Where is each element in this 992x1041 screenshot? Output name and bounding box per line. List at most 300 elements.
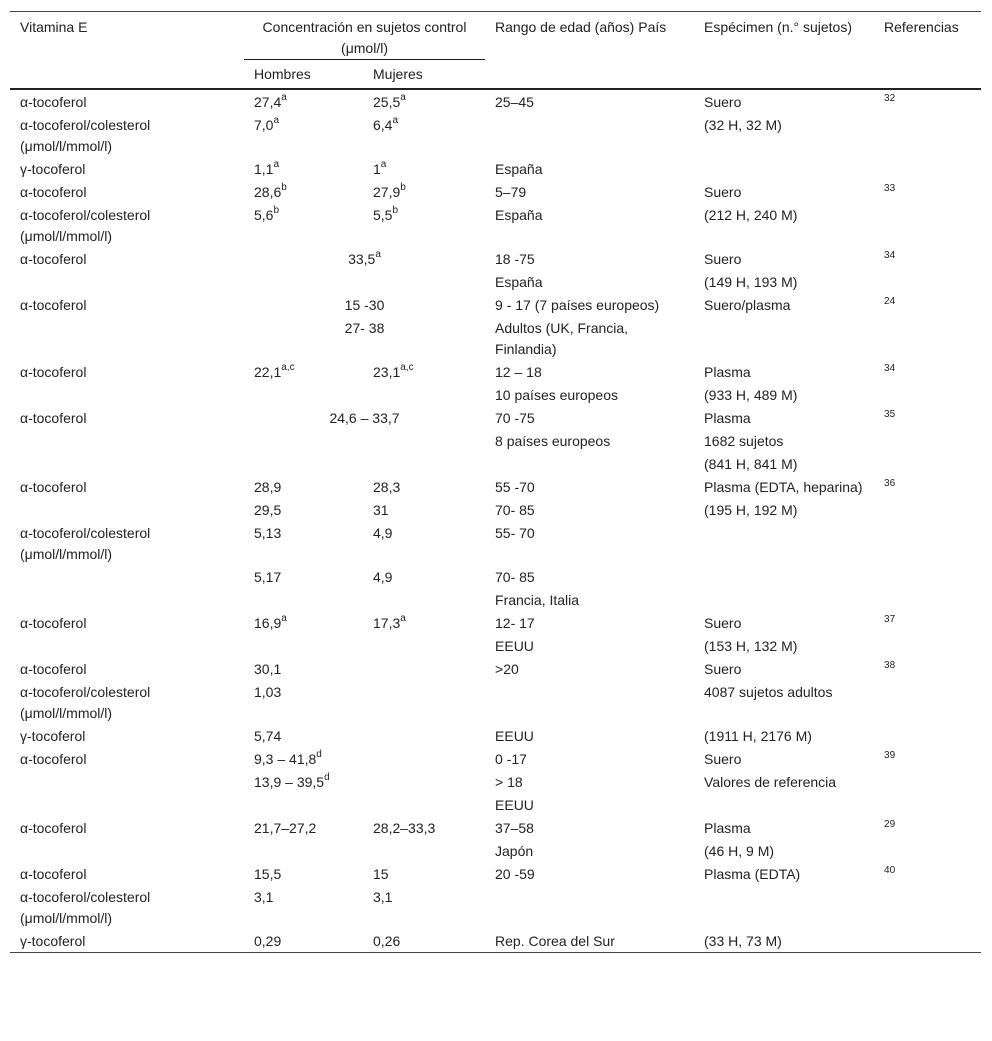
cell-hombres [244,611,363,634]
cell-referencia [874,565,981,588]
cell-rango-text: España [495,207,543,223]
table-row [10,862,981,885]
cell-referencia [874,657,981,680]
cell-especimen [694,747,874,770]
cell-mujeres-text: 4,9 [373,525,393,541]
cell-hombres [244,929,363,953]
cell-hombres-text: 30,1 [254,661,282,677]
cell-referencia [874,680,981,724]
cell-concentracion [244,270,485,293]
cell-especimen-text: (32 H, 32 M) [704,117,782,133]
cell-mujeres-footnote: a [380,159,387,171]
cell-vitamina [10,406,244,429]
cell-vitamina-text: α-tocoferol [20,251,87,267]
cell-hombres-footnote: b [281,182,287,194]
cell-referencia [874,611,981,634]
cell-especimen [694,634,874,657]
cell-referencia [874,724,981,747]
cell-rango-text: 37–58 [495,820,534,836]
cell-rango-text: Francia, Italia [495,592,580,608]
cell-hombres [244,839,363,862]
cell-mujeres [363,360,485,383]
cell-hombres [244,657,363,680]
cell-referencia-text: 32 [884,93,896,104]
cell-especimen-text: (212 H, 240 M) [704,207,798,223]
cell-vitamina [10,89,244,113]
cell-hombres-text: 7,0 [254,117,274,133]
cell-rango-text: EEUU [495,728,534,744]
cell-especimen-text: Plasma (EDTA) [704,866,801,882]
cell-rango [485,680,694,724]
cell-hombres [244,383,363,406]
cell-especimen-text: (33 H, 73 M) [704,933,782,949]
cell-hombres-footnote: d [316,749,322,761]
cell-hombres-text: 0,29 [254,933,282,949]
cell-rango-text: Adultos (UK, Francia, Finlandia) [495,320,629,357]
cell-hombres-text: 5,17 [254,569,282,585]
cell-mujeres [363,634,485,657]
cell-vitamina-text: α-tocoferol [20,866,87,882]
cell-hombres-footnote: a,c [281,362,295,374]
cell-hombres [244,521,363,565]
cell-concentracion [244,406,485,429]
cell-hombres [244,498,363,521]
vitamin-e-table [10,11,981,953]
cell-especimen [694,839,874,862]
cell-vitamina [10,157,244,180]
cell-hombres [244,885,363,929]
cell-especimen [694,929,874,953]
cell-especimen [694,89,874,113]
cell-referencia [874,793,981,816]
cell-referencia [874,316,981,360]
cell-hombres-text: 15,5 [254,866,282,882]
cell-mujeres-footnote: a [392,115,399,127]
cell-especimen [694,157,874,180]
cell-vitamina [10,634,244,657]
cell-mujeres [363,724,485,747]
cell-especimen-text: Valores de referencia [704,774,837,790]
cell-hombres-footnote: d [324,772,330,784]
cell-concentracion-text: 27- 38 [344,320,385,336]
cell-rango-text: España [495,161,543,177]
table-row [10,429,981,452]
cell-hombres [244,157,363,180]
cell-referencia [874,521,981,565]
table-row [10,360,981,383]
table-row [10,793,981,816]
cell-rango [485,770,694,793]
cell-especimen-text: Plasma [704,364,751,380]
cell-rango-text: 0 -17 [495,751,527,767]
cell-mujeres-text: 4,9 [373,569,393,585]
table-row [10,770,981,793]
cell-mujeres [363,816,485,839]
cell-vitamina [10,383,244,406]
cell-especimen-text: Suero [704,751,742,767]
cell-hombres [244,634,363,657]
cell-rango [485,588,694,611]
cell-especimen-text: 4087 sujetos adultos [704,684,833,700]
cell-concentracion-text: 15 -30 [344,297,385,313]
cell-hombres-text: 29,5 [254,502,282,518]
table-row [10,885,981,929]
cell-mujeres [363,770,485,793]
cell-rango-text: 18 -75 [495,251,535,267]
cell-hombres-footnote: a [281,92,287,104]
cell-referencia [874,452,981,475]
header-vitamina: Vitamina E [20,19,88,35]
cell-vitamina-text: α-tocoferol/colesterol (μmol/l/mmol/l) [20,207,151,244]
cell-mujeres [363,885,485,929]
cell-rango-text: España [495,274,543,290]
cell-hombres [244,360,363,383]
cell-referencia [874,929,981,953]
table-row [10,611,981,634]
cell-rango [485,724,694,747]
cell-concentracion-footnote: a [375,249,381,261]
cell-vitamina-text: α-tocoferol [20,297,87,313]
cell-referencia [874,89,981,113]
cell-especimen-text: (195 H, 192 M) [704,502,798,518]
cell-rango [485,247,694,270]
cell-vitamina [10,452,244,475]
table-row [10,521,981,565]
cell-vitamina [10,588,244,611]
cell-rango [485,498,694,521]
cell-referencia-text: 37 [884,614,896,625]
table-row [10,680,981,724]
cell-rango [485,203,694,247]
cell-vitamina [10,113,244,157]
cell-mujeres-text: 15 [373,866,389,882]
cell-referencia [874,270,981,293]
cell-vitamina-text: α-tocoferol/colesterol (μmol/l/mmol/l) [20,684,151,721]
cell-concentracion [244,452,485,475]
cell-vitamina [10,657,244,680]
cell-mujeres-text: 6,4 [373,117,393,133]
cell-mujeres-footnote: a [400,613,406,625]
cell-hombres [244,565,363,588]
cell-rango-text: 12- 17 [495,615,535,631]
cell-especimen-text: Suero [704,94,742,110]
cell-hombres-footnote: a [281,613,287,625]
cell-rango [485,89,694,113]
cell-vitamina [10,180,244,203]
cell-vitamina [10,203,244,247]
cell-rango [485,429,694,452]
table-row [10,724,981,747]
cell-mujeres [363,680,485,724]
cell-rango [485,406,694,429]
table-row [10,565,981,588]
cell-rango [485,113,694,157]
cell-mujeres [363,521,485,565]
cell-mujeres-text: 0,26 [373,933,401,949]
cell-especimen [694,770,874,793]
cell-vitamina [10,793,244,816]
header-referencias: Referencias [884,19,959,35]
table-row [10,180,981,203]
cell-mujeres-text: 31 [373,502,389,518]
cell-rango [485,793,694,816]
cell-especimen [694,498,874,521]
cell-vitamina [10,929,244,953]
cell-referencia [874,634,981,657]
cell-hombres [244,113,363,157]
cell-hombres-text: 5,13 [254,525,282,541]
cell-referencia-text: 24 [884,296,896,307]
cell-mujeres [363,475,485,498]
cell-hombres-text: 27,4 [254,94,282,110]
cell-rango-text: 5–79 [495,184,527,200]
cell-referencia-text: 35 [884,409,896,420]
cell-rango [485,862,694,885]
table-row [10,498,981,521]
cell-hombres-text: 16,9 [254,615,282,631]
cell-vitamina [10,293,244,316]
cell-especimen [694,406,874,429]
cell-mujeres-text: 28,3 [373,479,401,495]
cell-especimen [694,383,874,406]
cell-rango-text: 25–45 [495,94,534,110]
cell-rango [485,885,694,929]
cell-especimen-text: Suero [704,251,742,267]
cell-especimen-text: 1682 sujetos [704,433,784,449]
cell-rango-text: >20 [495,661,519,677]
cell-rango [485,360,694,383]
cell-referencia-text: 38 [884,660,896,671]
table-row [10,89,981,113]
cell-especimen [694,885,874,929]
cell-vitamina [10,724,244,747]
cell-referencia [874,770,981,793]
cell-hombres [244,770,363,793]
cell-concentracion [244,293,485,316]
cell-rango-text: 9 - 17 (7 países europeos) [495,297,660,313]
table-header [10,12,981,90]
cell-rango-text: 70- 85 [495,569,535,585]
cell-especimen-text: Plasma [704,410,751,426]
cell-mujeres [363,657,485,680]
cell-rango [485,634,694,657]
cell-vitamina [10,521,244,565]
cell-vitamina-text: α-tocoferol [20,364,87,380]
cell-rango-text: Japón [495,843,534,859]
table-row [10,747,981,770]
cell-vitamina [10,316,244,360]
cell-rango [485,180,694,203]
table-row [10,157,981,180]
cell-especimen-text: Suero [704,184,742,200]
cell-referencia [874,839,981,862]
cell-referencia-text: 39 [884,750,896,761]
cell-rango-text: EEUU [495,797,534,813]
table-row [10,839,981,862]
cell-hombres-footnote: b [273,205,280,217]
cell-especimen [694,521,874,565]
cell-referencia [874,383,981,406]
cell-referencia [874,588,981,611]
cell-concentracion [244,429,485,452]
cell-hombres-text: 5,6 [254,207,274,223]
table-row [10,247,981,270]
cell-rango [485,816,694,839]
cell-especimen-text: Suero/plasma [704,297,791,313]
cell-hombres [244,475,363,498]
cell-vitamina [10,770,244,793]
table-row [10,475,981,498]
cell-rango [485,611,694,634]
cell-hombres [244,680,363,724]
cell-rango-text: 70- 85 [495,502,535,518]
cell-mujeres-footnote: a,c [400,362,414,374]
cell-vitamina-text: γ-tocoferol [20,161,86,177]
cell-mujeres-footnote: b [400,182,406,194]
cell-vitamina [10,270,244,293]
cell-rango-text: 55- 70 [495,525,535,541]
cell-mujeres-text: 17,3 [373,615,401,631]
table-body [10,89,981,953]
cell-rango [485,293,694,316]
cell-hombres [244,180,363,203]
cell-especimen [694,680,874,724]
cell-rango-text: 12 – 18 [495,364,542,380]
cell-especimen [694,862,874,885]
cell-mujeres [363,839,485,862]
table-row [10,383,981,406]
cell-rango [485,521,694,565]
cell-especimen [694,657,874,680]
table-row [10,929,981,953]
cell-mujeres [363,113,485,157]
cell-mujeres [363,157,485,180]
cell-rango-text: 70 -75 [495,410,535,426]
cell-vitamina-text: γ-tocoferol [20,728,86,744]
cell-especimen [694,793,874,816]
cell-mujeres-text: 5,5 [373,207,393,223]
cell-hombres-footnote: a [273,115,280,127]
cell-referencia-text: 34 [884,363,896,374]
table-row [10,113,981,157]
cell-especimen [694,429,874,452]
cell-hombres [244,203,363,247]
header-hombres: Hombres [244,60,363,90]
cell-vitamina-text: γ-tocoferol [20,933,86,949]
cell-vitamina-text: α-tocoferol [20,94,87,110]
cell-vitamina [10,475,244,498]
cell-especimen [694,475,874,498]
table-row [10,406,981,429]
cell-hombres [244,793,363,816]
cell-hombres-text: 3,1 [254,889,274,905]
cell-vitamina [10,247,244,270]
cell-referencia-text: 34 [884,250,896,261]
cell-especimen [694,724,874,747]
cell-vitamina [10,680,244,724]
cell-mujeres-text: 1 [373,161,381,177]
cell-rango [485,565,694,588]
cell-vitamina-text: α-tocoferol [20,820,87,836]
cell-mujeres [363,929,485,953]
header-especimen: Espécimen (n.° sujetos) [704,19,853,35]
cell-referencia [874,429,981,452]
header-rango: Rango de edad (años) País [495,19,667,35]
cell-hombres-text: 22,1 [254,364,282,380]
cell-hombres-text: 21,7–27,2 [254,820,317,836]
cell-hombres-text: 28,6 [254,184,282,200]
cell-rango-text: > 18 [495,774,523,790]
cell-especimen [694,611,874,634]
cell-especimen [694,203,874,247]
cell-vitamina [10,429,244,452]
cell-hombres [244,89,363,113]
cell-referencia [874,203,981,247]
cell-referencia-text: 33 [884,183,896,194]
cell-rango [485,157,694,180]
cell-vitamina [10,611,244,634]
cell-vitamina-text: α-tocoferol [20,184,87,200]
cell-referencia [874,406,981,429]
cell-vitamina-text: α-tocoferol/colesterol (μmol/l/mmol/l) [20,889,151,926]
cell-vitamina [10,885,244,929]
cell-rango [485,475,694,498]
cell-referencia-text: 36 [884,478,896,489]
cell-especimen [694,293,874,316]
cell-hombres-text: 9,3 – 41,8 [254,751,317,767]
cell-rango-text: 10 países europeos [495,387,618,403]
cell-mujeres [363,180,485,203]
cell-referencia [874,862,981,885]
cell-vitamina [10,498,244,521]
cell-vitamina-text: α-tocoferol/colesterol (μmol/l/mmol/l) [20,525,151,562]
cell-rango-text: EEUU [495,638,534,654]
cell-especimen [694,565,874,588]
cell-especimen-text: (46 H, 9 M) [704,843,775,859]
cell-vitamina-text: α-tocoferol/colesterol (μmol/l/mmol/l) [20,117,151,154]
cell-mujeres-text: 3,1 [373,889,393,905]
cell-vitamina [10,862,244,885]
cell-especimen-text: (841 H, 841 M) [704,456,798,472]
cell-especimen-text: (933 H, 489 M) [704,387,798,403]
cell-especimen [694,360,874,383]
cell-hombres-text: 13,9 – 39,5 [254,774,325,790]
cell-mujeres [363,498,485,521]
cell-especimen-text: (149 H, 193 M) [704,274,798,290]
cell-mujeres-text: 25,5 [373,94,401,110]
cell-rango [485,839,694,862]
cell-hombres-text: 1,03 [254,684,282,700]
cell-hombres-footnote: a [273,159,280,171]
cell-mujeres [363,203,485,247]
cell-especimen [694,316,874,360]
cell-vitamina [10,839,244,862]
cell-vitamina [10,747,244,770]
cell-mujeres [363,611,485,634]
table-row [10,293,981,316]
cell-referencia [874,113,981,157]
cell-especimen [694,452,874,475]
cell-especimen-text: Suero [704,661,742,677]
cell-hombres [244,747,363,770]
cell-mujeres-text: 23,1 [373,364,401,380]
cell-especimen-text: Suero [704,615,742,631]
cell-vitamina [10,816,244,839]
cell-referencia [874,475,981,498]
cell-rango [485,270,694,293]
cell-especimen [694,247,874,270]
cell-hombres-text: 5,74 [254,728,282,744]
